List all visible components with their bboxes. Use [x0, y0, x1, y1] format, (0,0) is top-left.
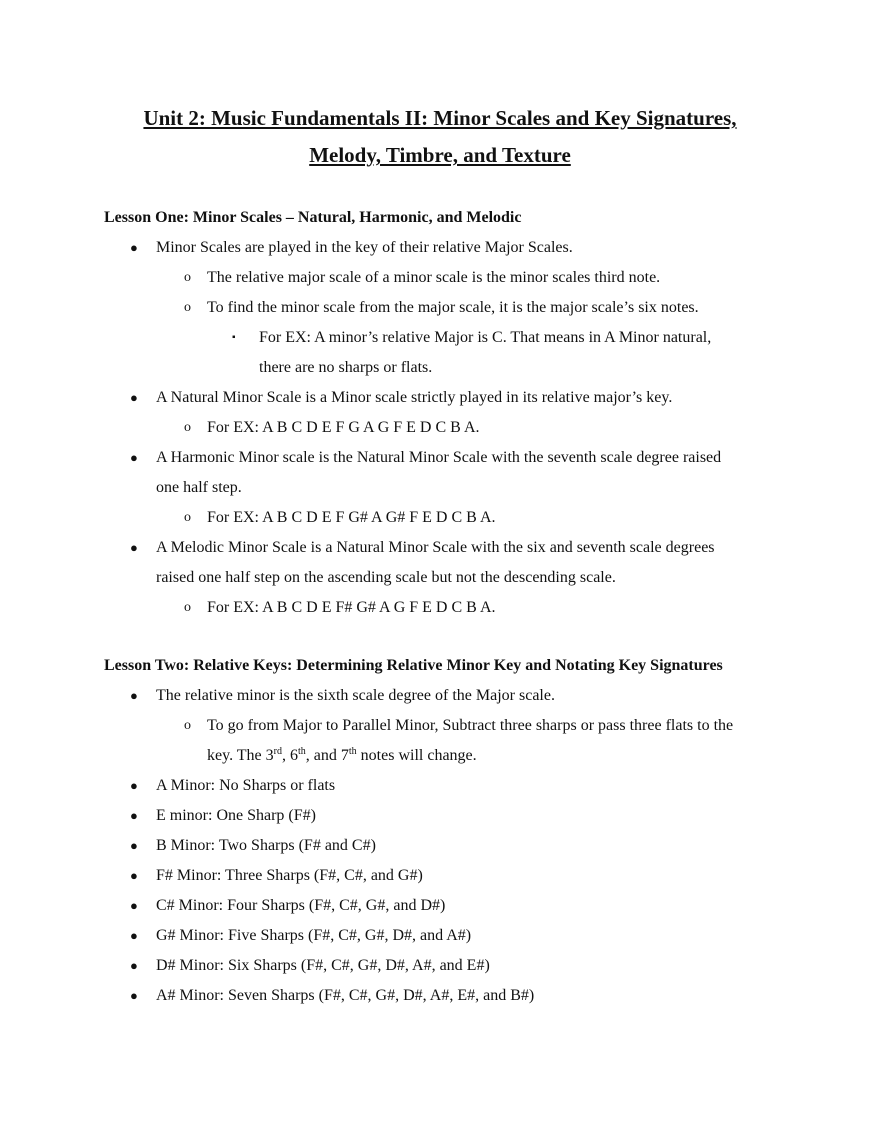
document-title-line-2: Melody, Timbre, and Texture [309, 143, 571, 167]
circle-bullet-icon: o [184, 300, 191, 315]
list-item [0, 503, 880, 533]
bullet-icon: ● [130, 778, 138, 793]
list-item-text: F# Minor: Three Sharps (F#, C#, and G#) [156, 867, 423, 884]
list-item-text: raised one half step on the ascending scale but not the descending scale. [156, 569, 616, 586]
circle-bullet-icon: o [184, 600, 191, 615]
list-item-continuation [0, 353, 880, 383]
list-item-continuation [0, 741, 880, 771]
list-item [0, 323, 880, 353]
list-item [0, 831, 880, 861]
superscript: th [298, 746, 306, 757]
list-item-continuation [0, 473, 880, 503]
list-item [0, 593, 880, 623]
list-item-text: The relative major scale of a minor scale is the minor scales third note. [207, 269, 661, 286]
list-item-text: The relative minor is the sixth scale degree of the Major scale. [156, 687, 555, 704]
bullet-icon: ● [130, 540, 138, 555]
list-item-text: E minor: One Sharp (F#) [156, 807, 316, 824]
list-item [0, 861, 880, 891]
superscript: th [348, 746, 357, 757]
bullet-icon: ● [130, 958, 138, 973]
list-item [0, 293, 880, 323]
list-item-text: To find the minor scale from the major scale, it is the major scale’s six notes. [207, 299, 699, 316]
list-item [0, 771, 880, 801]
list-item-text: For EX: A minor’s relative Major is C. That means in A Minor natural, [259, 329, 712, 346]
list-item [0, 681, 880, 711]
list-item-text: For EX: A B C D E F# G# A G F E D C B A. [207, 599, 496, 616]
list-item-text: For EX: A B C D E F G# A G# F E D C B A. [207, 509, 496, 526]
list-item-text: D# Minor: Six Sharps (F#, C#, G#, D#, A#, and E#) [156, 957, 490, 974]
list-item [0, 383, 880, 413]
list-item-text: A# Minor: Seven Sharps (F#, C#, G#, D#, A#, E#, and B#) [156, 987, 535, 1004]
circle-bullet-icon: o [184, 270, 191, 285]
list-item-text: To go from Major to Parallel Minor, Subtract three sharps or pass three flats to the [207, 717, 734, 734]
list-item [0, 951, 880, 981]
list-item [0, 921, 880, 951]
lesson-one-heading: Lesson One: Minor Scales – Natural, Harmonic, and Melodic [104, 209, 522, 226]
bullet-icon: ● [130, 808, 138, 823]
list-item [0, 233, 880, 263]
bullet-icon: ● [130, 838, 138, 853]
list-item [0, 891, 880, 921]
list-item [0, 263, 880, 293]
list-item-text: A Harmonic Minor scale is the Natural Minor Scale with the seventh scale degree raised [156, 449, 722, 466]
square-bullet-icon: ▪ [232, 332, 236, 343]
list-item-text: Minor Scales are played in the key of their relative Major Scales. [156, 239, 573, 256]
list-item-text: A Natural Minor Scale is a Minor scale strictly played in its relative major’s key. [156, 389, 673, 406]
list-item [0, 533, 880, 563]
list-item-continuation [0, 563, 880, 593]
list-item-text: there are no sharps or flats. [259, 359, 433, 376]
list-item-text: A Melodic Minor Scale is a Natural Minor Scale with the six and seventh scale degrees [156, 539, 715, 556]
list-item [0, 711, 880, 741]
bullet-icon: ● [130, 898, 138, 913]
bullet-icon: ● [130, 450, 138, 465]
list-item [0, 801, 880, 831]
list-item [0, 443, 880, 473]
circle-bullet-icon: o [184, 510, 191, 525]
circle-bullet-icon: o [184, 420, 191, 435]
bullet-icon: ● [130, 390, 138, 405]
list-item-text: B Minor: Two Sharps (F# and C#) [156, 837, 376, 854]
bullet-icon: ● [130, 928, 138, 943]
list-item-text: G# Minor: Five Sharps (F#, C#, G#, D#, and A#) [156, 927, 472, 944]
list-item-text: A Minor: No Sharps or flats [156, 777, 336, 794]
list-item-text: C# Minor: Four Sharps (F#, C#, G#, and D#) [156, 897, 446, 914]
bullet-icon: ● [130, 240, 138, 255]
list-item-text: For EX: A B C D E F G A G F E D C B A. [207, 419, 480, 436]
list-item [0, 413, 880, 443]
bullet-icon: ● [130, 988, 138, 1003]
superscript: rd [273, 746, 282, 757]
list-item [0, 981, 880, 1011]
text: notes will change. [356, 747, 477, 764]
bullet-icon: ● [130, 688, 138, 703]
list-item-text [207, 741, 477, 771]
text: , 6 [282, 747, 298, 764]
list-item-text: one half step. [156, 479, 242, 496]
circle-bullet-icon: o [184, 718, 191, 733]
text: , and 7 [305, 747, 349, 764]
lesson-two-heading: Lesson Two: Relative Keys: Determining Relative Minor Key and Notating Key Signatures [104, 657, 723, 674]
text: key. The 3 [207, 747, 274, 764]
bullet-icon: ● [130, 868, 138, 883]
document-title-line-1: Unit 2: Music Fundamentals II: Minor Scales and Key Signatures, [143, 106, 737, 130]
